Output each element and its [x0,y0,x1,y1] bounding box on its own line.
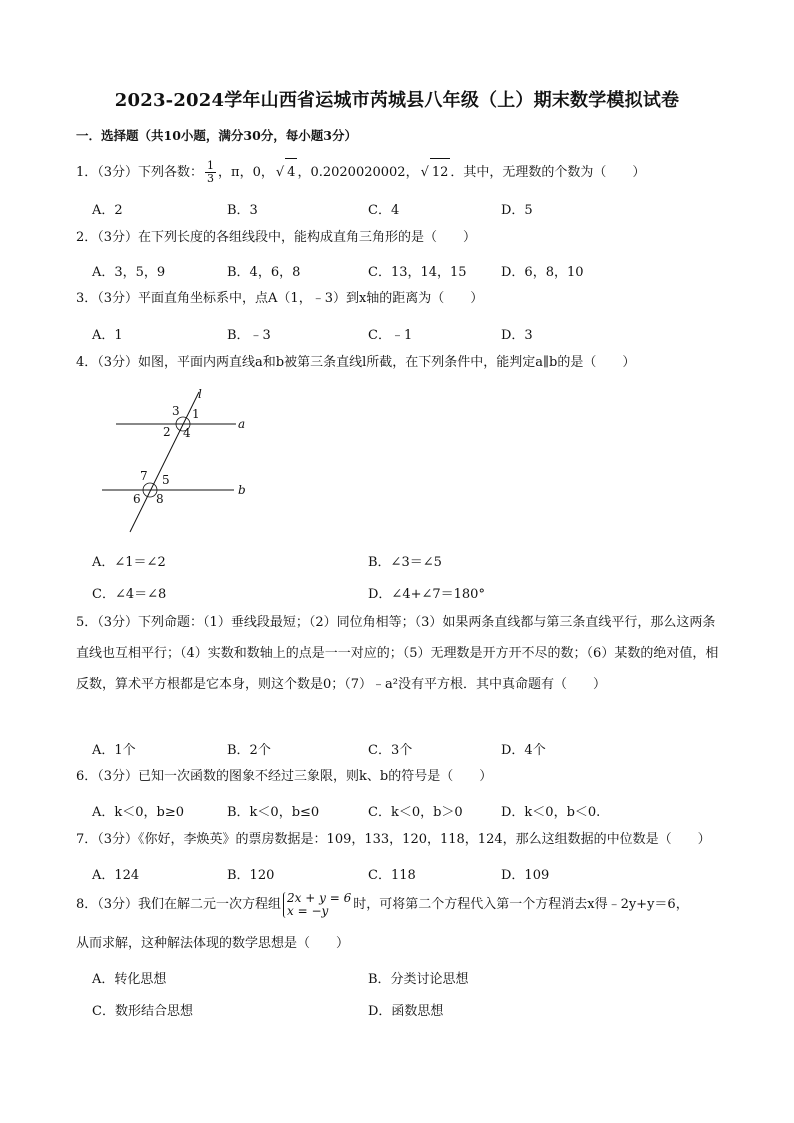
question-1-mid2: ，0.2020020002， [297,165,419,180]
question-8-line-2: 从而求解，这种解法体现的数学思想是（ ） [76,936,350,951]
option-d[interactable]: D．5 [501,203,533,218]
option-b[interactable]: B．120 [227,868,275,883]
question-6: 6．（3分）已知一次函数的图象不经过三象限，则k、b的符号是（ ） [76,769,493,784]
parallel-lines-diagram [96,384,266,536]
option-b[interactable]: B．2个 [227,743,271,758]
question-1-prefix: 1．（3分）下列各数： [76,165,204,180]
option-d[interactable]: D．∠4+∠7＝180° [368,587,485,602]
option-c[interactable]: C．118 [368,868,416,883]
angle-label-7: 7 [140,469,148,483]
angle-label-4: 4 [183,426,191,440]
equation-system [283,892,351,918]
option-b[interactable]: B．﹣3 [227,328,271,343]
option-d[interactable]: D．6，8，10 [501,265,584,280]
angle-label-1: 1 [192,407,200,421]
angle-label-3: 3 [172,404,180,418]
sqrt-radicand-12: 12 [430,158,451,187]
question-1 [76,158,645,187]
option-c[interactable]: C．﹣1 [368,328,413,343]
option-c[interactable]: C．3个 [368,743,413,758]
option-b[interactable]: B．分类讨论思想 [368,972,469,987]
angle-label-2: 2 [163,425,171,439]
sqrt-radicand-4: 4 [285,158,297,187]
page-title: 2023-2024学年山西省运城市芮城县八年级（上）期末数学模拟试卷 [114,90,680,111]
option-a[interactable]: A．k＜0，b≥0 [92,805,185,820]
option-a[interactable]: A．1个 [92,743,136,758]
option-a[interactable]: A．3，5，9 [92,265,166,280]
option-d[interactable]: D．4个 [501,743,546,758]
option-c[interactable]: C．13，14，15 [368,265,467,280]
option-b[interactable]: B．4，6，8 [227,265,301,280]
question-2: 2．（3分）在下列长度的各组线段中，能构成直角三角形的是（ ） [76,230,477,245]
option-a[interactable]: A．2 [92,203,123,218]
section-heading: 一．选择题（共10小题，满分30分，每小题3分） [76,128,357,143]
angle-label-6: 6 [133,492,141,506]
option-d[interactable]: D．函数思想 [368,1004,444,1019]
label-a: a [238,417,246,431]
fraction-numerator: 1 [207,159,215,172]
option-d[interactable]: D．109 [501,868,550,883]
option-a[interactable]: A．124 [92,868,140,883]
option-c[interactable]: C．数形结合思想 [92,1004,193,1019]
option-b[interactable]: B．3 [227,203,258,218]
option-d[interactable]: D．k＜0，b＜0. [501,805,601,820]
question-1-mid: ，π，0， [218,165,274,180]
fraction-denominator: 3 [207,172,215,185]
option-a[interactable]: A．∠1＝∠2 [92,555,166,570]
equation-1: 2x + y = 6 [287,890,352,905]
option-c[interactable]: C．∠4＝∠8 [92,587,167,602]
option-c[interactable]: C．k＜0，b＞0 [368,805,463,820]
sqrt-icon: √ [275,165,285,180]
question-4: 4．（3分）如图，平面内两直线a和b被第三条直线l所截，在下列条件中，能判定a∥b的是（ ） [76,355,636,370]
option-a[interactable]: A．1 [92,328,123,343]
option-b[interactable]: B．∠3＝∠5 [368,555,442,570]
label-l: l [198,387,202,401]
question-8-prefix: 8．（3分）我们在解二元一次方程组 [76,897,282,912]
label-b: b [238,483,246,497]
question-8-suffix: 时，可将第二个方程代入第一个方程消去x得﹣2y+y＝6， [353,897,689,912]
angle-label-8: 8 [156,492,164,506]
question-3: 3．（3分）平面直角坐标系中，点A（1，﹣3）到x轴的距离为（ ） [76,291,484,306]
equation-2: x = −y [287,903,329,918]
option-c[interactable]: C．4 [368,203,400,218]
question-5: 5．（3分）下列命题：（1）垂线段最短；（2）同位角相等；（3）如果两条直线都与第三条直线平行，那么这两条直线也互相平行；（4）实数和数轴上的点是一一对应的；（5）无理数是开方开不尽的数；（6）某数的绝对值，相反数，算术平方根都是它本身，则这个数是0；（7）﹣a²没有平方根．其中真命题有（ ） [76,615,719,692]
sqrt-icon: √ [420,165,429,180]
option-a[interactable]: A．转化思想 [92,972,167,987]
fraction [205,160,216,185]
question-7: 7．（3分）《你好，李焕英》的票房数据是：109，133，120，118，124，那么这组数据的中位数是（ ） [76,832,711,847]
option-b[interactable]: B．k＜0，b≤0 [227,805,320,820]
angle-label-5: 5 [162,473,170,487]
option-d[interactable]: D．3 [501,328,533,343]
line-l [130,392,199,532]
question-8 [76,891,689,919]
question-1-suffix: ．其中，无理数的个数为（ ） [450,165,646,180]
